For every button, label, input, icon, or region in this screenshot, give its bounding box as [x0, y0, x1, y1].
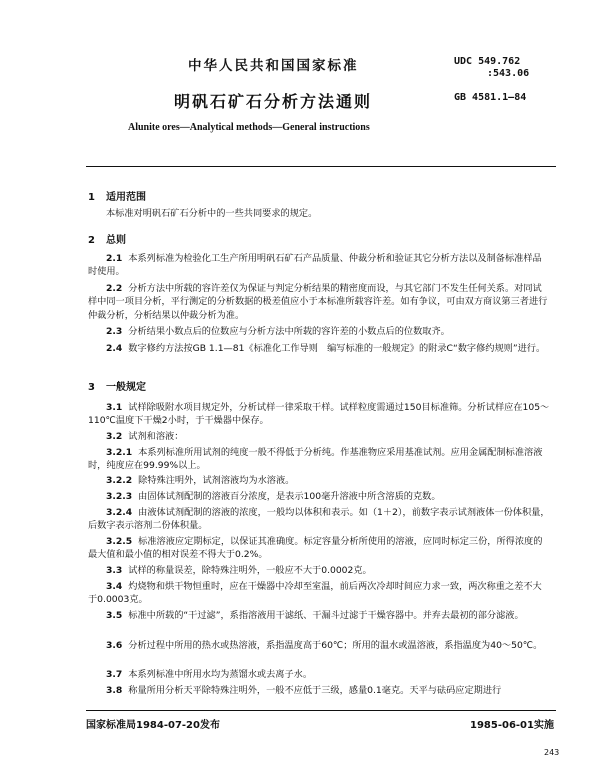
clause-2-3 [88, 325, 550, 338]
national-standard-heading: 中华人民共和国国家标准 [188, 58, 359, 74]
effective-date: 1985-06-01实施 [470, 720, 554, 731]
section-1-heading [88, 188, 146, 203]
clause-number: 3.3 [106, 565, 123, 576]
clause-text: 本系列标准中所用水均为蒸馏水或去离子水。 [128, 669, 313, 680]
clause-number: 3.2.1 [106, 447, 133, 458]
clause-2-2 [88, 282, 550, 322]
english-title: Alunite ores—Analytical methods—General instructions [128, 122, 370, 133]
clause-text: 数字修约方法按GB 1.1—81《标准化工作导则 编写标准的一般规定》的附录C“数字修约规则”进行。 [128, 343, 546, 354]
clause-text: 分析方法中所载的容许差仅为保证与判定分析结果的精密度而设，与其它部门不发生任何关系。对同试样中同一项目分析，平行测定的分析数据的极差值应小于本标准所载容许差。如有争议，可由双方商议第三者进行仲裁分析，分析结果以仲裁分析为准。 [88, 283, 548, 321]
clause-3-1 [88, 401, 550, 428]
clause-3-7 [88, 668, 550, 681]
clause-number: 3.2.3 [106, 491, 133, 502]
clause-3-2 [88, 430, 550, 443]
clause-number: 3.1 [106, 402, 123, 413]
clause-2-4 [88, 342, 550, 355]
clause-3-3 [88, 564, 550, 577]
udc-code [454, 56, 529, 80]
clause-number: 3.2 [106, 431, 123, 442]
clause-number: 3.6 [106, 640, 123, 651]
top-divider [86, 166, 556, 167]
clause-number: 3.8 [106, 685, 123, 696]
clause-text: 称量所用分析天平除特殊注明外，一般不应低于三级，感量0.1毫克。天平与砝码应定期进行 [128, 685, 502, 696]
clause-number: 2.2 [106, 283, 123, 294]
clause-number: 3.2.2 [106, 475, 133, 486]
section-title: 总则 [106, 235, 126, 246]
clause-text: 试样的称量误差，除特殊注明外，一般应不大于0.0002克。 [128, 565, 372, 576]
clause-3-2-3 [88, 490, 550, 503]
clause-3-2-5 [88, 535, 550, 562]
clause-number: 3.5 [106, 610, 123, 621]
bottom-divider [86, 710, 556, 711]
clause-3-4 [88, 580, 550, 607]
page-number: 243 [544, 748, 560, 757]
section-number: 2 [88, 235, 95, 246]
clause-number: 2.1 [106, 253, 123, 264]
clause-text: 试剂和溶液： [128, 431, 184, 442]
clause-2-1 [88, 252, 550, 279]
section-title: 适用范围 [106, 192, 146, 203]
clause-3-6 [88, 639, 550, 652]
clause-number: 3.2.5 [106, 536, 133, 547]
clause-text: 本系列标准所用试剂的纯度一般不得低于分析纯。作基准物应采用基准试剂。应用金属配制标准溶液时，纯度应在99.99%以上。 [88, 447, 543, 472]
section-number: 1 [88, 192, 95, 203]
section-title: 一般规定 [106, 382, 146, 393]
clause-3-2-2 [88, 474, 550, 487]
section-number: 3 [88, 382, 95, 393]
clause-number: 2.3 [106, 326, 123, 337]
clause-number: 2.4 [106, 343, 123, 354]
clause-text: 标准溶液应定期标定，以保证其准确度。标定容量分析所使用的溶液，应同时标定三份，所得浓度的最大值和最小值的相对误差不得大于0.2%。 [88, 536, 543, 561]
clause-text: 由固体试剂配制的溶液百分浓度，是表示100毫升溶液中所含溶质的克数。 [138, 491, 441, 502]
gb-code: GB 4581.1—84 [454, 92, 527, 103]
udc-line-1: UDC 549.762 [454, 56, 521, 67]
section-3-heading [88, 378, 146, 393]
clause-text: 由液体试剂配制的溶液的浓度，一般均以体积和表示。如（1＋2），前数字表示试剂液体一份体积量，后数字表示溶剂二份体积量。 [88, 507, 550, 532]
udc-line-2: :543.06 [487, 68, 530, 79]
clause-number: 3.4 [106, 581, 123, 592]
clause-3-2-4 [88, 506, 550, 533]
clause-text: 试样除吸附水项目规定外，分析试样一律采取干样。试样粒度需通过150目标准筛。分析试样应在105～110℃温度下干燥2小时，于干燥器中保存。 [88, 402, 550, 427]
section-1-text: 本标准对明矾石矿石分析中的一些共同要求的规定。 [106, 208, 318, 219]
clause-3-8 [88, 684, 550, 697]
section-2-heading [88, 231, 126, 246]
clause-text: 本系列标准为检验化工生产所用明矾石矿石产品质量、仲裁分析和验证其它分析方法以及制备标准样品时使用。 [88, 253, 542, 278]
clause-text: 除特殊注明外，试剂溶液均为水溶液。 [138, 475, 295, 486]
clause-number: 3.2.4 [106, 507, 133, 518]
clause-3-5 [88, 609, 550, 622]
clause-text: 分析过程中所用的热水或热溶液，系指温度高于60℃；所用的温水或温溶液，系指温度为40～50℃。 [128, 640, 543, 651]
clause-text: 分析结果小数点后的位数应与分析方法中所载的容许差的小数点后的位数取齐。 [128, 326, 450, 337]
issue-date: 国家标准局1984-07-20发布 [86, 720, 220, 731]
clause-3-2-1 [88, 446, 550, 473]
clause-number: 3.7 [106, 669, 123, 680]
clause-text: 标准中所载的“干过滤”，系指溶液用干滤纸、干漏斗过滤于干燥容器中。并弃去最初的部分滤液。 [128, 610, 524, 621]
clause-text: 灼烧物和烘干物恒重时，应在干燥器中冷却至室温，前后两次冷却时间应力求一致，两次称重之差不大于0.0003克。 [88, 581, 542, 606]
page-title: 明矾石矿石分析方法通则 [174, 92, 373, 111]
